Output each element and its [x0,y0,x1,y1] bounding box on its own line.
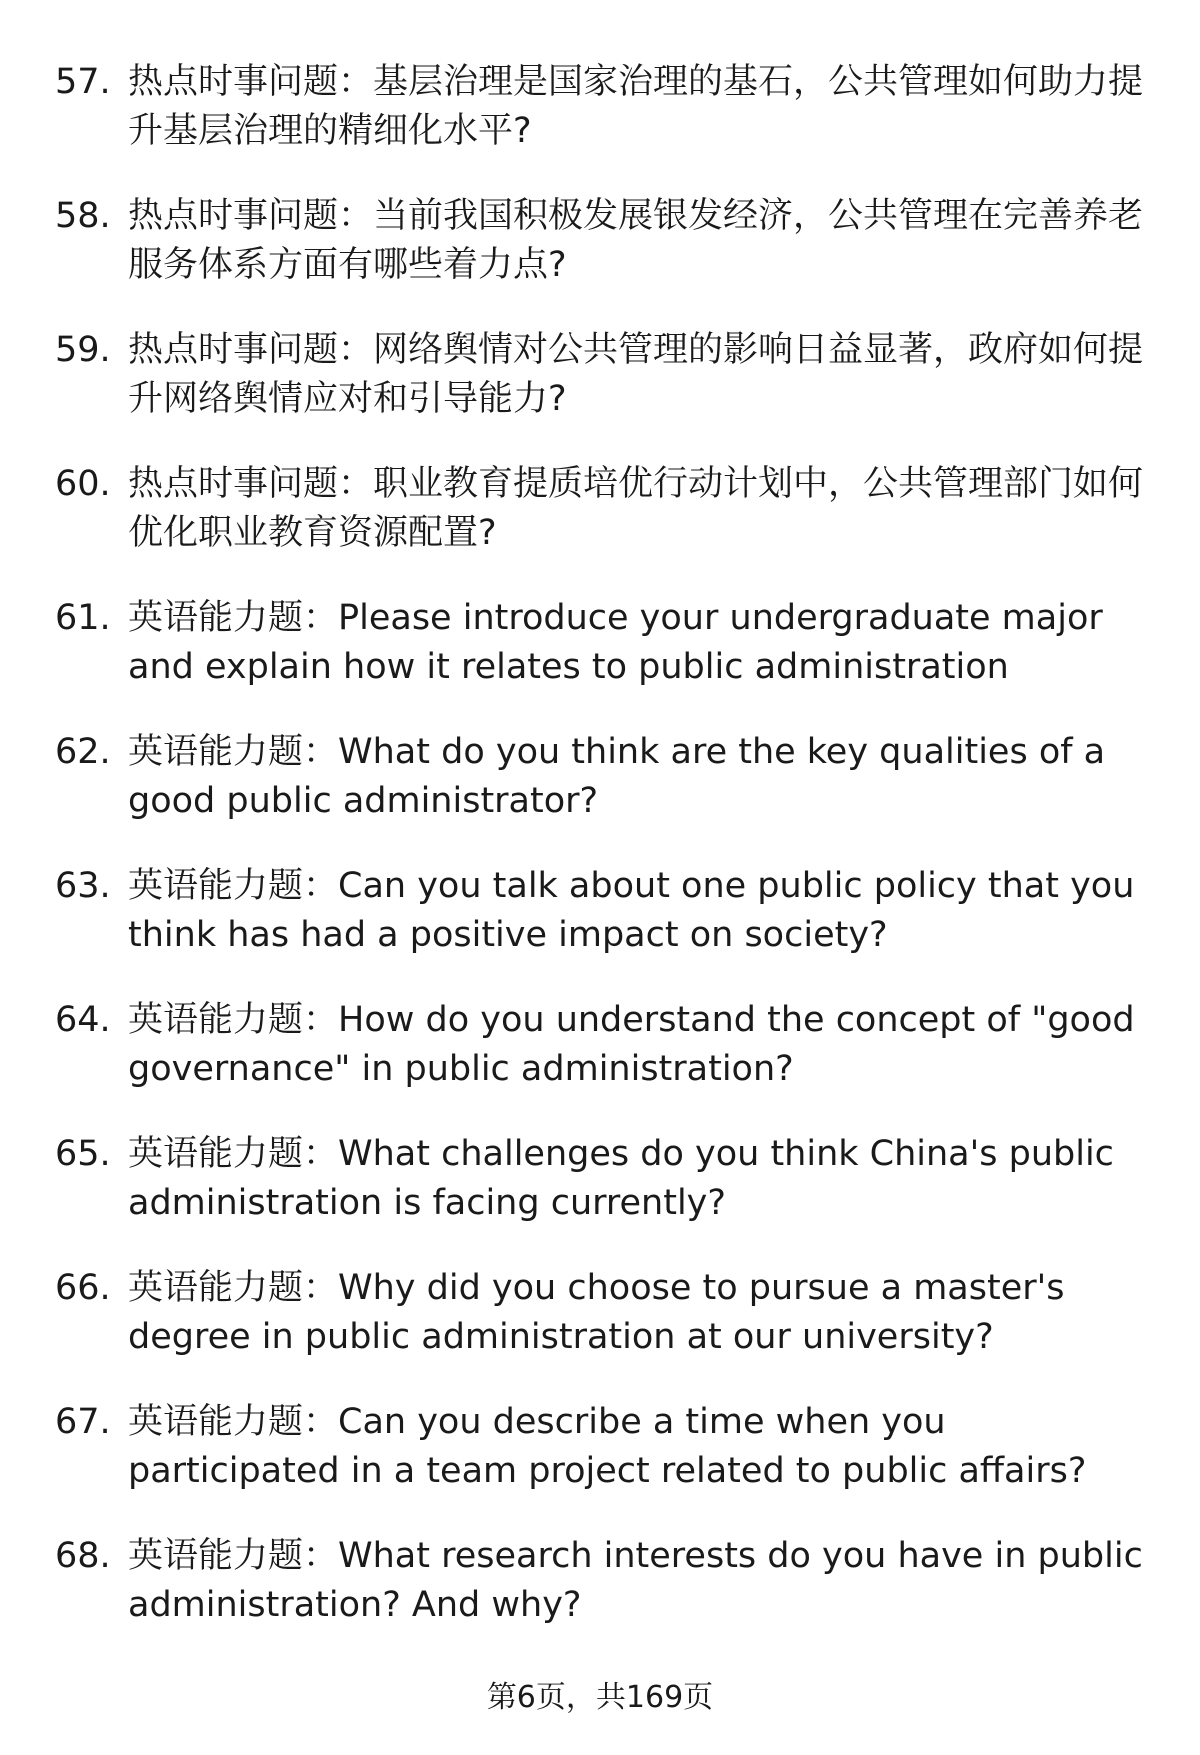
question-number: 58. [55,196,111,236]
question-item [55,1532,1155,1630]
question-item [55,1264,1155,1362]
question-text: Please introduce your undergraduate major and explain how it relates to public administration [128,598,1103,687]
question-body [128,192,1155,290]
question-body [128,996,1155,1094]
page-indicator: 第6页，共169页 [486,1680,714,1715]
question-category: 英语能力题： [128,1000,339,1040]
question-text: Why did you choose to pursue a master's degree in public administration at our university? [128,1268,1065,1357]
question-text: How do you understand the concept of "good governance" in public administration? [128,1000,1135,1089]
question-item [55,996,1155,1094]
question-number: 65. [55,1134,111,1174]
question-body [128,460,1155,558]
question-text: 基层治理是国家治理的基石，公共管理如何助力提升基层治理的精细化水平? [128,62,1144,151]
question-category: 热点时事问题： [128,62,374,102]
question-category: 英语能力题： [128,598,339,638]
question-number: 57. [55,62,111,102]
question-item [55,460,1155,558]
question-category: 英语能力题： [128,866,339,906]
question-number: 62. [55,732,111,772]
question-category: 英语能力题： [128,1134,339,1174]
question-item [55,1398,1155,1496]
question-number: 59. [55,330,111,370]
question-number: 68. [55,1536,111,1576]
question-category: 英语能力题： [128,1402,339,1442]
question-category: 热点时事问题： [128,464,374,504]
question-text: Can you talk about one public policy that you think has had a positive impact on society? [128,866,1135,955]
question-body [128,594,1155,692]
question-text: What research interests do you have in public administration? And why? [128,1536,1143,1625]
question-text: 职业教育提质培优行动计划中，公共管理部门如何优化职业教育资源配置? [128,464,1144,553]
question-list [55,58,1155,1666]
question-body [128,1264,1155,1362]
question-item [55,728,1155,826]
question-text: What do you think are the key qualities of a good public administrator? [128,732,1106,821]
question-text: 网络舆情对公共管理的影响日益显著，政府如何提升网络舆情应对和引导能力? [128,330,1144,419]
question-item [55,1130,1155,1228]
question-category: 热点时事问题： [128,196,374,236]
question-body [128,1398,1155,1496]
question-item [55,58,1155,156]
question-number: 64. [55,1000,111,1040]
question-body [128,1532,1155,1630]
question-category: 热点时事问题： [128,330,374,370]
question-body [128,728,1155,826]
question-text: Can you describe a time when you participated in a team project related to public affairs? [128,1402,1087,1491]
question-number: 66. [55,1268,111,1308]
question-item [55,192,1155,290]
question-item [55,862,1155,960]
question-body [128,1130,1155,1228]
question-text: What challenges do you think China's public administration is facing currently? [128,1134,1114,1223]
question-body [128,58,1155,156]
question-number: 61. [55,598,111,638]
question-number: 63. [55,866,111,906]
question-number: 67. [55,1402,111,1442]
question-body [128,862,1155,960]
question-number: 60. [55,464,111,504]
question-category: 英语能力题： [128,1268,339,1308]
question-text: 当前我国积极发展银发经济，公共管理在完善养老服务体系方面有哪些着力点? [128,196,1144,285]
question-item [55,326,1155,424]
question-category: 英语能力题： [128,1536,339,1576]
question-item [55,594,1155,692]
question-category: 英语能力题： [128,732,339,772]
question-body [128,326,1155,424]
